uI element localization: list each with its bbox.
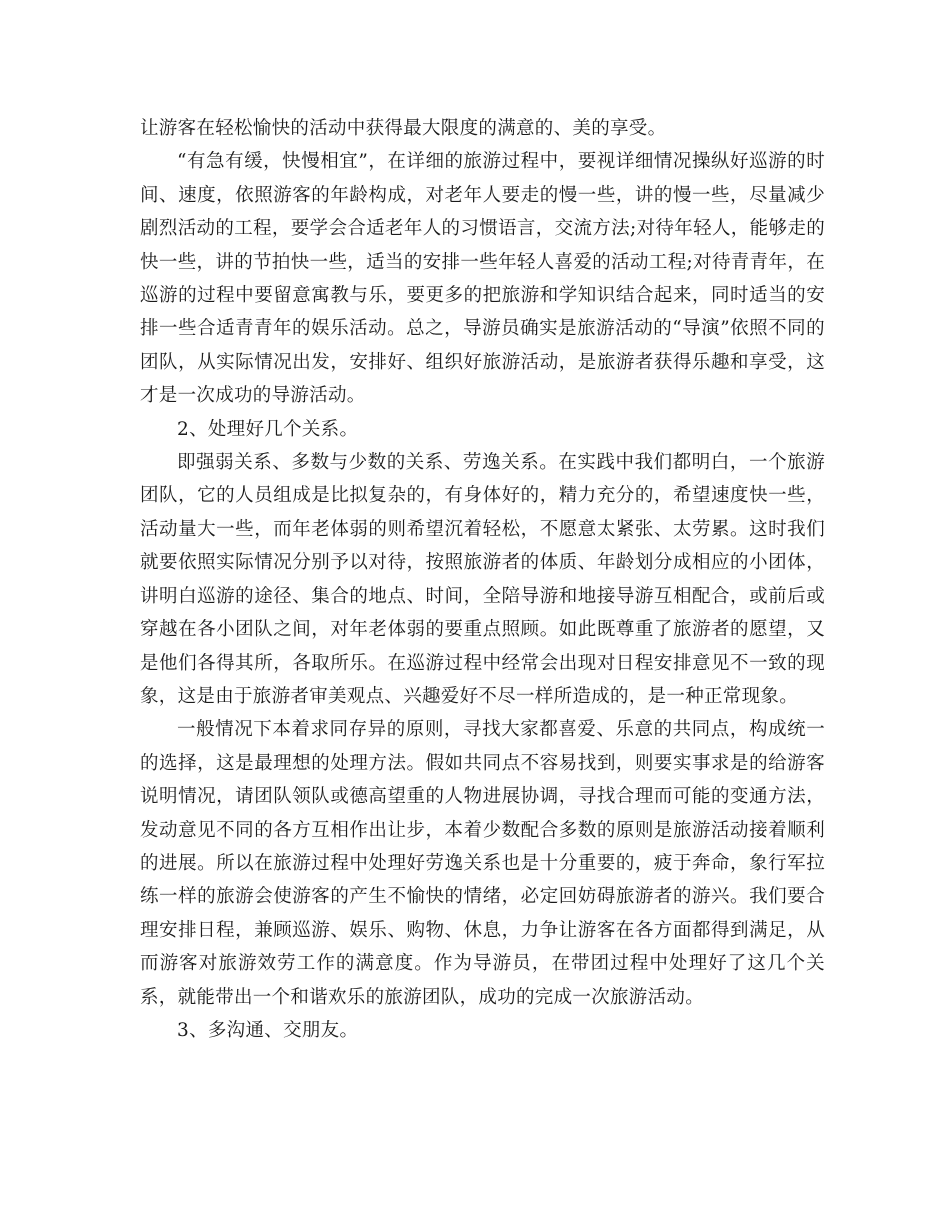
- paragraph-relationships: 即强弱关系、多数与少数的关系、劳逸关系。在实践中我们都明白，一个旅游团队，它的人员组成是比拟复杂的，有身体好的，精力充分的，希望速度快一些，活动量大一些，而年老体弱的则希望沉着轻松，不愿意太紧张、太劳累。这时我们就要依照实际情况分别予以对待，按照旅游者的体质、年龄划分成相应的小团体，讲明白巡游的途径、集合的地点、时间，全陪导游和地接导游互相配合，或前后或穿越在各小团队之间，对年老体弱的要重点照顾。如此既尊重了旅游者的愿望，又是他们各得其所，各取所乐。在巡游过程中经常会出现对日程安排意见不一致的现象，这是由于旅游者审美观点、兴趣爱好不尽一样所造成的，是一种正常现象。: [140, 452, 825, 707]
- section-heading-relationships: 2、处理好几个关系。: [177, 418, 359, 440]
- paragraph-consensus: 一般情况下本着求同存异的原则，寻找大家都喜爱、乐意的共同点，构成统一的选择，这是最理想的处理方法。假如共同点不容易找到，则要实事求是的给游客说明情况，请团队领队或德高望重的人物进展协调，寻找合理而可能的变通方法，发动意见不同的各方互相作出让步，本着少数配合多数的原则是旅游活动接着顺利的进展。所以在旅游过程中处理好劳逸关系也是十分重要的，疲于奔命，象行军拉练一样的旅游会使游客的产生不愉快的情绪，必定回妨碍旅游者的游兴。我们要合理安排日程，兼顾巡游、娱乐、购物、休息，力争让游客在各方面都得到满足，从而游客对旅游效劳工作的满意度。作为导游员，在带团过程中处理好了这几个关系，就能带出一个和谐欢乐的旅游团队，成功的完成一次旅游活动。: [140, 719, 825, 1008]
- document-body: [140, 112, 825, 1047]
- paragraph-pacing: “有急有缓，快慢相宜”，在详细的旅游过程中，要视详细情况操纵好巡游的时间、速度，依照游客的年龄构成，对老年人要走的慢一些，讲的慢一些，尽量减少剧烈活动的工程，要学会合适老年人的习惯语言，交流方法;对待年轻人，能够走的快一些，讲的节拍快一些，适当的安排一些年轻人喜爱的活动工程;对待青青年，在巡游的过程中要留意寓教与乐，要更多的把旅游和学知识结合起来，同时适当的安排一些合适青青年的娱乐活动。总之，导游员确实是旅游活动的“导演”依照不同的团队，从实际情况出发，安排好、组织好旅游活动，是旅游者获得乐趣和享受，这才是一次成功的导游活动。: [140, 151, 825, 407]
- paragraph-continuation: 让游客在轻松愉快的活动中获得最大限度的满意的、美的享受。: [140, 118, 667, 139]
- section-heading-communication: 3、多沟通、交朋友。: [177, 1019, 359, 1041]
